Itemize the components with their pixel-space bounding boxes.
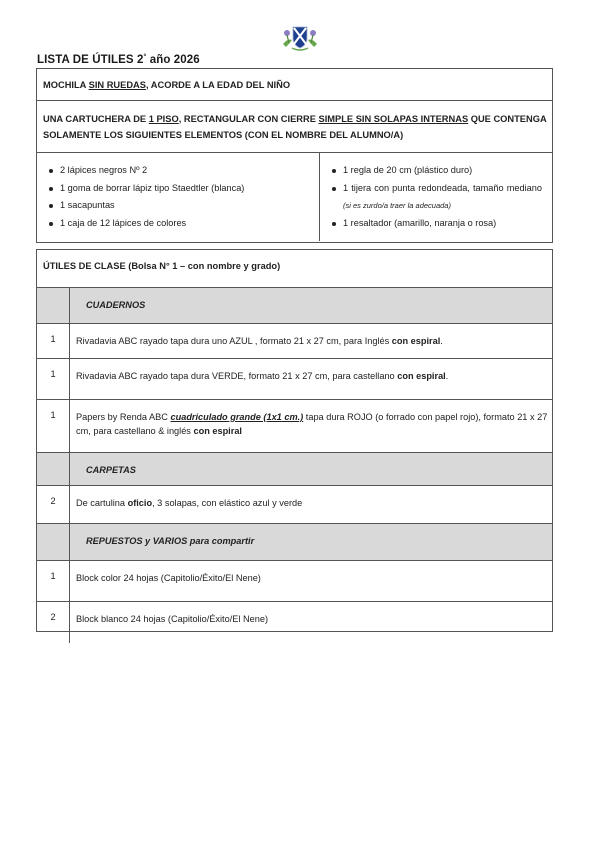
utiles-heading: ÚTILES DE CLASE (Bolsa N° 1 – con nombre y grado) [37, 250, 552, 288]
bullets-left [37, 153, 320, 241]
list-item [49, 215, 319, 233]
desc-text: De cartulina [76, 498, 128, 508]
table-row [37, 602, 552, 643]
desc-tail: . [445, 371, 449, 381]
list-item [49, 180, 319, 198]
utiles-table [36, 249, 553, 632]
table-row [37, 486, 552, 524]
qty-cell: 1 [37, 561, 70, 601]
list-item [332, 180, 542, 215]
cartuchera-text-2: , RECTANGULAR CON CIERRE [178, 114, 319, 124]
qty-cell: 2 [37, 602, 70, 643]
category-row-repuestos [37, 524, 552, 561]
qty-cell [37, 288, 70, 323]
bullet-icon [49, 204, 53, 208]
list-item [332, 215, 542, 233]
scissors-note: (si es zurdo/a traer la adecuada) [343, 201, 451, 210]
table-row [37, 561, 552, 602]
school-crest-icon [280, 24, 320, 52]
qty-cell: 1 [37, 359, 70, 399]
desc-bold: oficio [127, 498, 153, 508]
qty-cell: 1 [37, 400, 70, 452]
list-item-text: 1 regla de 20 cm (plástico duro) [343, 165, 473, 175]
cartuchera-box [36, 68, 553, 243]
mochila-text-end: , ACORDE A LA EDAD DEL NIÑO [145, 80, 291, 90]
category-label: CUADERNOS [86, 300, 146, 310]
qty-cell [37, 453, 70, 485]
desc-text: Papers by Renda ABC [76, 412, 171, 422]
scissors-text: 1 tijera con punta redondeada, tamaño mediano [343, 182, 542, 193]
table-row [37, 324, 552, 359]
bullet-icon [332, 187, 336, 191]
category-row-cuadernos [37, 288, 552, 324]
list-item-text [343, 180, 542, 215]
list-item-text: 1 sacapuntas [60, 200, 115, 210]
qty-cell: 2 [37, 486, 70, 523]
list-item-text: 1 caja de 12 lápices de colores [60, 217, 187, 228]
bullet-icon [332, 222, 336, 226]
cartuchera-row [37, 101, 552, 153]
desc-emphasis: cuadriculado grande (1x1 cm.) [170, 412, 304, 422]
category-label: REPUESTOS y VARIOS para compartir [86, 536, 255, 546]
qty-cell [37, 524, 70, 560]
desc-tail: . [440, 336, 443, 346]
category-row-carpetas [37, 453, 552, 486]
desc-cell [70, 400, 552, 452]
bullet-icon [332, 169, 336, 173]
list-item [49, 162, 319, 180]
mochila-text: MOCHILA [43, 80, 89, 90]
desc-bold: con espiral [391, 336, 441, 346]
desc-text-2: tapa dura ROJO (o forrado con papel rojo), formato 21 x 27 cm, para castellano & inglés [76, 412, 548, 436]
desc-bold: con espiral [193, 426, 242, 436]
desc-cell: Block blanco 24 hojas (Capitolio/Éxito/El Nene) [76, 614, 269, 624]
mochila-emphasis: SIN RUEDAS [88, 80, 146, 90]
list-item [49, 197, 319, 215]
qty-cell: 1 [37, 324, 70, 358]
cartuchera-text: UNA CARTUCHERA DE [43, 114, 149, 124]
list-item-text: 1 goma de borrar lápiz tipo Staedtler (blanca) [60, 182, 245, 193]
desc-cell [70, 486, 552, 523]
cartuchera-emphasis-floor: 1 PISO [148, 114, 179, 124]
cartuchera-text-3: QUE CONTENGA SOLAMENTE LOS SIGUIENTES ELEMENTOS (CON EL NOMBRE DEL ALUMNO/A) [43, 114, 547, 140]
table-row [37, 400, 552, 453]
page-title: LISTA DE ÚTILES 2° año 2026 [37, 54, 200, 66]
table-row [37, 359, 552, 400]
cartuchera-contents [37, 153, 552, 241]
list-item-text: 2 lápices negros Nº 2 [60, 165, 148, 175]
desc-text: Rivadavia ABC rayado tapa dura VERDE, formato 21 x 27 cm, para castellano [76, 371, 398, 381]
desc-cell: Block color 24 hojas (Capitolio/Éxito/El Nene) [76, 573, 261, 583]
bullet-icon [49, 187, 53, 191]
desc-text-2: , 3 solapas, con elástico azul y verde [152, 498, 303, 508]
bullet-icon [49, 222, 53, 226]
list-item-text: 1 resaltador (amarillo, naranja o rosa) [343, 217, 497, 228]
desc-bold: con espiral [397, 371, 446, 381]
desc-cell [70, 359, 552, 399]
cartuchera-emphasis-zipper: SIMPLE SIN SOLAPAS INTERNAS [318, 114, 469, 124]
list-item [332, 162, 542, 180]
desc-text: Rivadavia ABC rayado tapa dura uno AZUL , formato 21 x 27 cm, para Inglés [76, 336, 392, 346]
desc-cell [70, 324, 552, 358]
category-label: CARPETAS [86, 465, 136, 475]
bullets-right [320, 153, 552, 241]
bullet-icon [49, 169, 53, 173]
mochila-row [37, 69, 552, 101]
